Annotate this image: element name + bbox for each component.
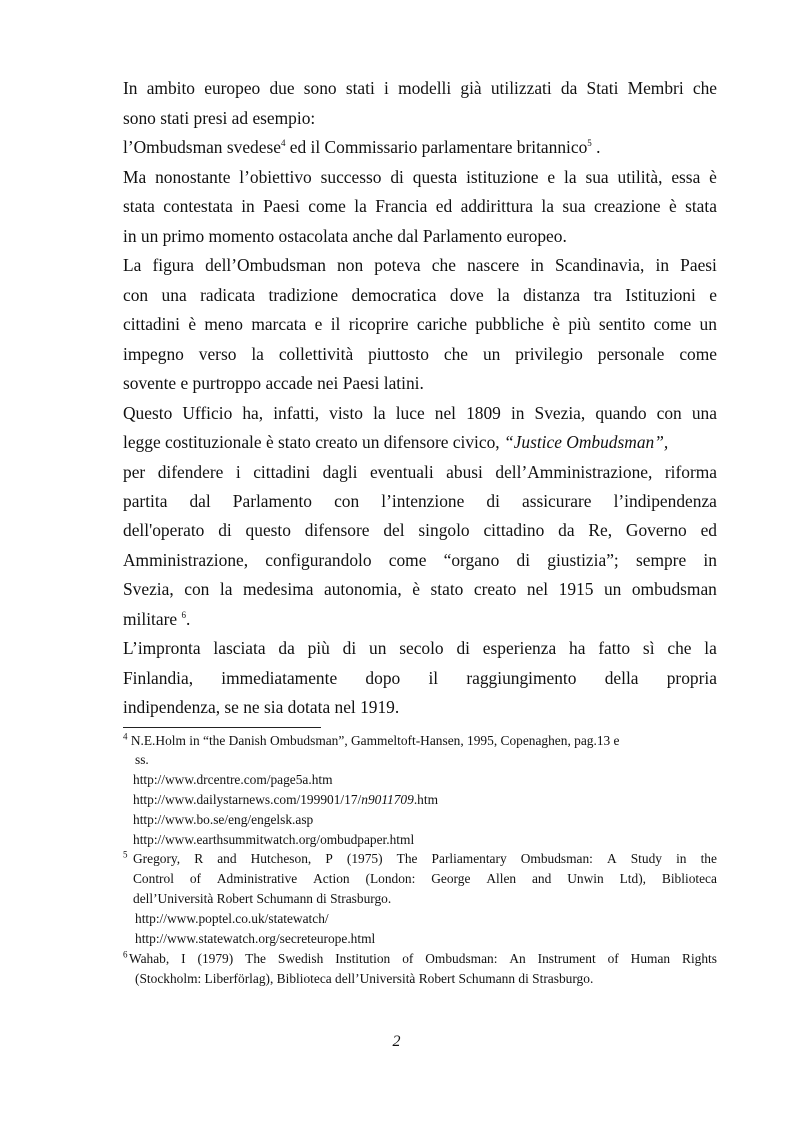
- word: stati: [345, 78, 375, 98]
- word: the: [700, 851, 717, 866]
- word: quando: [595, 403, 647, 423]
- word: sempre: [635, 550, 687, 570]
- word: come: [308, 196, 346, 216]
- body-line: [123, 196, 717, 216]
- word: nel: [526, 579, 549, 599]
- word: sua: [562, 196, 586, 216]
- body-line: [123, 344, 717, 364]
- word: i: [384, 78, 389, 98]
- word: e: [709, 285, 717, 305]
- word: già: [460, 78, 482, 98]
- word: essa: [671, 167, 701, 187]
- word: Francia: [375, 196, 428, 216]
- word: meno: [204, 314, 243, 334]
- word: of: [402, 951, 414, 966]
- footnote-number: 4: [123, 731, 128, 742]
- word: ha,: [242, 403, 264, 423]
- word: i: [235, 462, 241, 482]
- word: Paesi: [263, 196, 300, 216]
- word: La: [123, 255, 142, 275]
- word: stata: [685, 196, 717, 216]
- word: giustizia”;: [547, 550, 619, 570]
- word: con: [123, 285, 149, 305]
- footnote-ref[interactable]: 5: [587, 138, 592, 149]
- body-line: [123, 137, 717, 157]
- word: nonostante: [155, 167, 231, 187]
- word: of: [189, 871, 201, 886]
- word: come: [653, 314, 692, 334]
- word: esperienza: [482, 638, 557, 658]
- word: radicata: [200, 285, 256, 305]
- word: difendere: [157, 462, 224, 482]
- body-line: [123, 167, 717, 187]
- footnote-text: N.E.Holm in “the Danish Ombudsman”, Gammeltoft-Hansen, 1995, Copenaghen, pag.13 e: [127, 733, 620, 748]
- word: Rights: [682, 951, 717, 966]
- word: medesima: [242, 579, 314, 599]
- word: l’intenzione: [381, 491, 465, 511]
- word: sono: [303, 78, 337, 98]
- footnote-text: [129, 951, 717, 967]
- word: eventuali: [369, 462, 434, 482]
- word: ed: [700, 520, 717, 540]
- word: Instrument: [537, 951, 596, 966]
- word: istituzione: [466, 167, 539, 187]
- word: è: [709, 167, 717, 187]
- link-part: n9011709: [361, 792, 414, 807]
- italic-term: “Justice Ombudsman”,: [504, 432, 669, 452]
- word: di: [342, 638, 357, 658]
- text-run: legge costituzionale è stato creato un difensore civico,: [123, 432, 504, 452]
- word: riforma: [664, 462, 717, 482]
- word: Gregory,: [133, 851, 181, 866]
- body-line: [123, 78, 717, 98]
- word: più: [307, 638, 330, 658]
- word: The: [396, 851, 418, 866]
- word: Institution: [335, 951, 391, 966]
- word: modelli: [398, 78, 452, 98]
- word: Swedish: [277, 951, 324, 966]
- word: 1809: [466, 403, 501, 423]
- word: Membri: [627, 78, 684, 98]
- word: Study: [630, 851, 662, 866]
- word: fatto: [598, 638, 631, 658]
- word: con: [184, 579, 210, 599]
- word: che: [443, 344, 469, 364]
- word: nel: [434, 403, 456, 423]
- word: infatti,: [273, 403, 320, 423]
- footnote-number: 6: [123, 949, 128, 960]
- text-run: .: [591, 137, 601, 157]
- word: immediatamente: [221, 668, 338, 688]
- word: Ma: [123, 167, 147, 187]
- body-line: [123, 314, 717, 334]
- word: per: [123, 462, 146, 482]
- word: ha: [569, 638, 586, 658]
- word: è: [412, 579, 420, 599]
- body-line: [123, 520, 717, 540]
- word: of: [607, 951, 619, 966]
- word: con: [334, 491, 360, 511]
- footnote-5: [123, 851, 717, 867]
- word: la: [219, 579, 233, 599]
- word: di: [456, 638, 470, 658]
- word: tradizione: [268, 285, 339, 305]
- word: propria: [666, 668, 717, 688]
- word: partita: [123, 491, 168, 511]
- body-line: [123, 255, 717, 275]
- word: creato: [473, 579, 517, 599]
- text-run: l’Ombudsman svedese: [123, 137, 281, 157]
- word: come: [679, 344, 717, 364]
- word: George: [431, 871, 471, 886]
- word: utilizzati: [490, 78, 552, 98]
- word: pubbliche: [475, 314, 544, 334]
- word: di: [218, 520, 232, 540]
- word: cariche: [416, 314, 468, 334]
- word: che: [692, 78, 717, 98]
- footnote-link[interactable]: [133, 792, 438, 808]
- body-line: in un primo momento ostacolata anche dal Parlamento europeo.: [123, 226, 567, 246]
- word: abusi: [446, 462, 483, 482]
- word: la: [251, 344, 264, 364]
- word: and: [531, 871, 552, 886]
- word: secolo: [399, 638, 444, 658]
- word: contestata: [163, 196, 233, 216]
- footnote-link[interactable]: http://www.statewatch.org/secreteurope.html: [135, 931, 376, 946]
- word: “organo: [443, 550, 500, 570]
- word: Ombudsman:: [425, 951, 498, 966]
- body-line: [123, 638, 717, 658]
- body-line: sovente e purtroppo accade nei Paesi latini.: [123, 373, 424, 393]
- word: visto: [329, 403, 363, 423]
- word: collettività: [278, 344, 354, 364]
- footnote-text: [133, 851, 717, 867]
- word: una: [161, 285, 187, 305]
- footnote-link[interactable]: http://www.drcentre.com/page5a.htm: [133, 772, 333, 787]
- word: Parlamento: [232, 491, 312, 511]
- word: di: [390, 167, 404, 187]
- word: poteva: [374, 255, 421, 275]
- footnote-text: ss.: [135, 752, 149, 767]
- word: Unwin: [567, 871, 604, 886]
- word: marcata: [251, 314, 307, 334]
- word: una: [691, 403, 717, 423]
- word: cittadini: [253, 462, 311, 482]
- text-run: ed il Commissario parlamentare britannico: [285, 137, 588, 157]
- word: con: [656, 403, 682, 423]
- body-line: [123, 579, 717, 599]
- word: Finlandia,: [123, 668, 194, 688]
- word: and: [217, 851, 237, 866]
- word: L’impronta: [123, 638, 201, 658]
- word: Administrative: [216, 871, 298, 886]
- word: la: [373, 403, 386, 423]
- word: è: [188, 314, 197, 334]
- word: da: [560, 78, 578, 98]
- word: Questo: [123, 403, 173, 423]
- word: ed: [435, 196, 453, 216]
- word: in: [676, 851, 687, 866]
- word: creazione: [593, 196, 661, 216]
- word: che: [667, 638, 692, 658]
- word: Biblioteca: [661, 871, 717, 886]
- word: del: [383, 520, 405, 540]
- word: la: [541, 196, 554, 216]
- word: ambito: [146, 78, 196, 98]
- word: in: [655, 255, 670, 275]
- footnote-ref[interactable]: 6: [181, 610, 186, 621]
- word: In: [123, 78, 138, 98]
- word: Allen: [486, 871, 517, 886]
- word: un: [482, 344, 501, 364]
- word: figura: [152, 255, 195, 275]
- word: la: [497, 285, 510, 305]
- footnote-text: [133, 871, 717, 887]
- word: piuttosto: [368, 344, 429, 364]
- word: Re,: [588, 520, 613, 540]
- word: Human: [630, 951, 671, 966]
- word: The: [245, 951, 266, 966]
- word: raggiungimento: [466, 668, 577, 688]
- word: Stati: [586, 78, 619, 98]
- word: autonomia,: [323, 579, 402, 599]
- footnote-ref[interactable]: 4: [280, 138, 286, 149]
- word: ricoprire: [348, 314, 409, 334]
- word: tra: [593, 285, 612, 305]
- word: dell’Ombudsman: [205, 255, 326, 275]
- word: Ltd),: [619, 871, 646, 886]
- body-line: [123, 462, 717, 482]
- word: (London:: [365, 871, 416, 886]
- word: l’indipendenza: [613, 491, 717, 511]
- word: dopo: [365, 668, 401, 688]
- word: la: [704, 638, 717, 658]
- link-part: .htm: [413, 792, 439, 807]
- word: stato: [430, 579, 464, 599]
- word: privilegio: [515, 344, 583, 364]
- word: utilità,: [617, 167, 663, 187]
- word: verso: [198, 344, 237, 364]
- word: Svezia,: [123, 579, 174, 599]
- word: che: [431, 255, 456, 275]
- word: P: [325, 851, 333, 866]
- word: in: [703, 550, 717, 570]
- word: l’obiettivo: [239, 167, 312, 187]
- word: assicurare: [521, 491, 592, 511]
- word: democratica: [351, 285, 437, 305]
- word: dell'operato: [123, 520, 205, 540]
- footnote-link[interactable]: http://www.poptel.co.uk/statewatch/: [135, 911, 329, 926]
- word: difensore: [304, 520, 370, 540]
- word: I: [181, 951, 186, 966]
- word: configurandolo: [265, 550, 372, 570]
- footnote-number: 5: [123, 849, 128, 860]
- word: sua: [585, 167, 609, 187]
- word: Wahab,: [129, 951, 170, 966]
- word: come: [388, 550, 427, 570]
- word: e: [547, 167, 556, 187]
- word: europeo: [204, 78, 261, 98]
- word: Parliamentary: [431, 851, 507, 866]
- word: Svezia,: [534, 403, 586, 423]
- body-line: [123, 668, 717, 688]
- word: nascere: [467, 255, 520, 275]
- word: Istituzioni: [625, 285, 696, 305]
- word: successo: [320, 167, 382, 187]
- word: singolo: [418, 520, 470, 540]
- word: più: [568, 314, 591, 334]
- word: da: [558, 520, 575, 540]
- word: dal: [189, 491, 211, 511]
- word: della: [604, 668, 639, 688]
- footnote-text: dell’Università Robert Schumann di Strasburgo.: [133, 891, 392, 906]
- body-line: [123, 432, 717, 452]
- word: distanza: [523, 285, 581, 305]
- word: addirittura: [460, 196, 534, 216]
- footnote-6: [123, 951, 717, 967]
- word: un: [369, 638, 387, 658]
- link-part: http://www.dailystarnews.com/199901/17/: [133, 792, 362, 807]
- word: R: [194, 851, 204, 866]
- word: e: [314, 314, 323, 334]
- word: in: [530, 255, 544, 275]
- word: dell’Amministrazione,: [495, 462, 653, 482]
- text-run: .: [185, 609, 191, 629]
- word: Scandinavia,: [555, 255, 645, 275]
- page-number: 2: [392, 1033, 401, 1050]
- word: da: [278, 638, 295, 658]
- word: due: [269, 78, 295, 98]
- word: Control: [133, 871, 174, 886]
- word: Hutcheson,: [250, 851, 312, 866]
- word: Ufficio: [182, 403, 233, 423]
- word: personale: [597, 344, 665, 364]
- word: è: [552, 314, 561, 334]
- word: il: [428, 668, 439, 688]
- word: sentito: [598, 314, 646, 334]
- word: 1915: [558, 579, 594, 599]
- word: di: [486, 491, 500, 511]
- body-line: [123, 403, 717, 423]
- footnote-separator: [123, 727, 321, 728]
- body-line: indipendenza, se ne sia dotata nel 1919.: [123, 697, 400, 717]
- word: un: [699, 314, 717, 334]
- body-line: sono stati presi ad esempio:: [123, 108, 316, 128]
- word: in: [510, 403, 525, 423]
- word: il: [330, 314, 341, 334]
- word: questo: [245, 520, 291, 540]
- word: in: [241, 196, 255, 216]
- word: ombudsman: [631, 579, 717, 599]
- word: sì: [642, 638, 655, 658]
- body-line: [123, 285, 717, 305]
- footnote-text: (Stockholm: Liberförlag), Biblioteca dell’Università Robert Schumann di Strasburgo.: [135, 971, 594, 986]
- word: dove: [449, 285, 484, 305]
- word: stata: [123, 196, 155, 216]
- word: cittadino: [483, 520, 545, 540]
- word: An: [509, 951, 526, 966]
- word: luce: [395, 403, 425, 423]
- footnote-4: [123, 733, 620, 749]
- word: (1975): [346, 851, 383, 866]
- word: A: [606, 851, 617, 866]
- word: lasciata: [213, 638, 266, 658]
- word: la: [354, 196, 367, 216]
- word: impegno: [123, 344, 184, 364]
- word: non: [337, 255, 364, 275]
- word: dagli: [322, 462, 358, 482]
- word: (1979): [197, 951, 234, 966]
- word: Ombudsman:: [520, 851, 593, 866]
- text-run: militare: [123, 609, 178, 629]
- word: Action: [313, 871, 350, 886]
- word: di: [516, 550, 531, 570]
- body-line: [123, 550, 717, 570]
- body-line: [123, 491, 717, 511]
- footnote-link[interactable]: http://www.earthsummitwatch.org/ombudpaper.html: [133, 832, 415, 847]
- word: cittadini: [123, 314, 180, 334]
- word: la: [564, 167, 577, 187]
- word: un: [603, 579, 622, 599]
- word: Paesi: [680, 255, 717, 275]
- body-line: [123, 609, 717, 629]
- word: questa: [412, 167, 458, 187]
- footnote-link[interactable]: http://www.bo.se/eng/engelsk.asp: [133, 812, 314, 827]
- word: Amministrazione,: [123, 550, 249, 570]
- word: è: [668, 196, 677, 216]
- word: Governo: [625, 520, 687, 540]
